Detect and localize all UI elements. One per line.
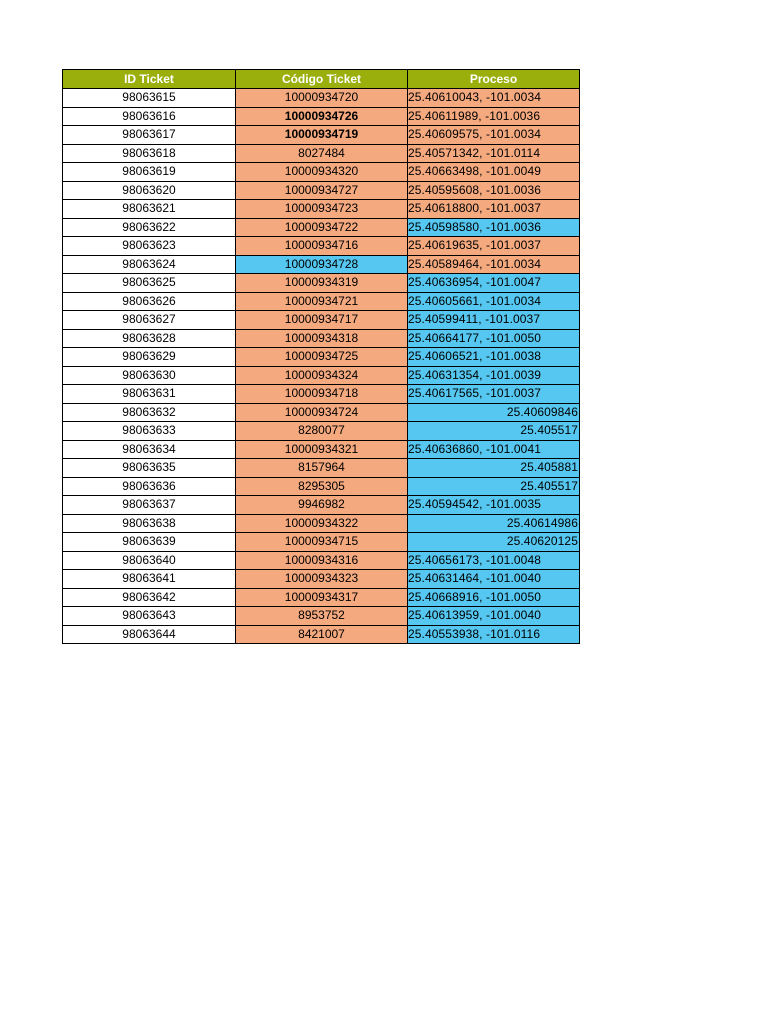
proceso-cell[interactable]: 25.40617565, -101.0037 [408, 385, 580, 404]
id-ticket-cell[interactable]: 98063637 [63, 496, 236, 515]
proceso-cell[interactable]: 25.405517 [408, 422, 580, 441]
codigo-ticket-cell[interactable]: 10000934316 [236, 551, 408, 570]
id-ticket-cell[interactable]: 98063639 [63, 533, 236, 552]
table-row [63, 570, 580, 589]
table-row [63, 607, 580, 626]
id-ticket-cell[interactable]: 98063640 [63, 551, 236, 570]
table-row [63, 181, 580, 200]
header-row [63, 70, 580, 89]
id-ticket-cell[interactable]: 98063643 [63, 607, 236, 626]
table-row [63, 200, 580, 219]
table-row [63, 496, 580, 515]
proceso-cell[interactable]: 25.40656173, -101.0048 [408, 551, 580, 570]
codigo-ticket-cell[interactable]: 10000934319 [236, 274, 408, 293]
codigo-ticket-cell[interactable]: 10000934321 [236, 440, 408, 459]
proceso-cell[interactable]: 25.40553938, -101.0116 [408, 625, 580, 644]
proceso-cell[interactable]: 25.40571342, -101.0114 [408, 144, 580, 163]
codigo-ticket-cell[interactable]: 8280077 [236, 422, 408, 441]
id-ticket-cell[interactable]: 98063631 [63, 385, 236, 404]
id-ticket-cell[interactable]: 98063623 [63, 237, 236, 256]
codigo-ticket-cell[interactable]: 10000934322 [236, 514, 408, 533]
id-ticket-cell[interactable]: 98063632 [63, 403, 236, 422]
table-row [63, 366, 580, 385]
header-proceso[interactable]: Proceso [408, 70, 580, 89]
codigo-ticket-cell[interactable]: 8027484 [236, 144, 408, 163]
id-ticket-cell[interactable]: 98063615 [63, 89, 236, 108]
proceso-cell[interactable]: 25.40594542, -101.0035 [408, 496, 580, 515]
proceso-cell[interactable]: 25.40619635, -101.0037 [408, 237, 580, 256]
proceso-cell[interactable]: 25.40595608, -101.0036 [408, 181, 580, 200]
codigo-ticket-cell[interactable]: 10000934318 [236, 329, 408, 348]
header-codigo-ticket[interactable]: Código Ticket [236, 70, 408, 89]
ticket-table [62, 69, 580, 644]
id-ticket-cell[interactable]: 98063619 [63, 163, 236, 182]
table-row [63, 459, 580, 478]
table-row [63, 625, 580, 644]
id-ticket-cell[interactable]: 98063634 [63, 440, 236, 459]
proceso-cell[interactable]: 25.40609575, -101.0034 [408, 126, 580, 145]
id-ticket-cell[interactable]: 98063621 [63, 200, 236, 219]
id-ticket-cell[interactable]: 98063630 [63, 366, 236, 385]
id-ticket-cell[interactable]: 98063636 [63, 477, 236, 496]
id-ticket-cell[interactable]: 98063627 [63, 311, 236, 330]
codigo-ticket-cell[interactable]: 10000934717 [236, 311, 408, 330]
proceso-cell[interactable]: 25.40610043, -101.0034 [408, 89, 580, 108]
proceso-cell[interactable]: 25.40611989, -101.0036 [408, 107, 580, 126]
table-row [63, 477, 580, 496]
codigo-ticket-cell[interactable]: 8157964 [236, 459, 408, 478]
codigo-ticket-cell[interactable]: 10000934719 [236, 126, 408, 145]
codigo-ticket-cell[interactable]: 10000934725 [236, 348, 408, 367]
id-ticket-cell[interactable]: 98063633 [63, 422, 236, 441]
id-ticket-cell[interactable]: 98063629 [63, 348, 236, 367]
codigo-ticket-cell[interactable]: 10000934323 [236, 570, 408, 589]
table-row [63, 144, 580, 163]
id-ticket-cell[interactable]: 98063617 [63, 126, 236, 145]
id-ticket-cell[interactable]: 98063638 [63, 514, 236, 533]
proceso-cell[interactable]: 25.40614986 [408, 514, 580, 533]
table-row [63, 385, 580, 404]
codigo-ticket-cell[interactable]: 10000934722 [236, 218, 408, 237]
proceso-cell[interactable]: 25.40636954, -101.0047 [408, 274, 580, 293]
table-row [63, 89, 580, 108]
table-body [63, 89, 580, 644]
proceso-cell[interactable]: 25.40631464, -101.0040 [408, 570, 580, 589]
table-row [63, 274, 580, 293]
id-ticket-cell[interactable]: 98063641 [63, 570, 236, 589]
table-row [63, 551, 580, 570]
codigo-ticket-cell[interactable]: 10000934317 [236, 588, 408, 607]
id-ticket-cell[interactable]: 98063626 [63, 292, 236, 311]
id-ticket-cell[interactable]: 98063620 [63, 181, 236, 200]
codigo-ticket-cell[interactable]: 10000934721 [236, 292, 408, 311]
proceso-cell[interactable]: 25.40631354, -101.0039 [408, 366, 580, 385]
codigo-ticket-cell[interactable]: 10000934720 [236, 89, 408, 108]
table-row [63, 514, 580, 533]
header-id-ticket[interactable]: ID Ticket [63, 70, 236, 89]
id-ticket-cell[interactable]: 98063628 [63, 329, 236, 348]
table-row [63, 311, 580, 330]
codigo-ticket-cell[interactable]: 10000934726 [236, 107, 408, 126]
proceso-cell[interactable]: 25.40606521, -101.0038 [408, 348, 580, 367]
codigo-ticket-cell[interactable]: 10000934727 [236, 181, 408, 200]
table-row [63, 126, 580, 145]
proceso-cell[interactable]: 25.40598580, -101.0036 [408, 218, 580, 237]
id-ticket-cell[interactable]: 98063616 [63, 107, 236, 126]
codigo-ticket-cell[interactable]: 10000934728 [236, 255, 408, 274]
table-row [63, 292, 580, 311]
proceso-cell[interactable]: 25.40664177, -101.0050 [408, 329, 580, 348]
table-row [63, 440, 580, 459]
id-ticket-cell[interactable]: 98063624 [63, 255, 236, 274]
proceso-cell[interactable]: 25.40599411, -101.0037 [408, 311, 580, 330]
table-row [63, 163, 580, 182]
codigo-ticket-cell[interactable]: 9946982 [236, 496, 408, 515]
proceso-cell[interactable]: 25.405881 [408, 459, 580, 478]
codigo-ticket-cell[interactable]: 10000934715 [236, 533, 408, 552]
table-row [63, 588, 580, 607]
id-ticket-cell[interactable]: 98063635 [63, 459, 236, 478]
id-ticket-cell[interactable]: 98063642 [63, 588, 236, 607]
id-ticket-cell[interactable]: 98063625 [63, 274, 236, 293]
id-ticket-cell[interactable]: 98063622 [63, 218, 236, 237]
codigo-ticket-cell[interactable]: 8953752 [236, 607, 408, 626]
proceso-cell[interactable]: 25.40663498, -101.0049 [408, 163, 580, 182]
codigo-ticket-cell[interactable]: 10000934324 [236, 366, 408, 385]
codigo-ticket-cell[interactable]: 8421007 [236, 625, 408, 644]
proceso-cell[interactable]: 25.40636860, -101.0041 [408, 440, 580, 459]
proceso-cell[interactable]: 25.40609846 [408, 403, 580, 422]
table-row [63, 255, 580, 274]
table-row [63, 533, 580, 552]
table-row [63, 107, 580, 126]
table-row [63, 403, 580, 422]
proceso-cell[interactable]: 25.40620125 [408, 533, 580, 552]
proceso-cell[interactable]: 25.40618800, -101.0037 [408, 200, 580, 219]
table-row [63, 329, 580, 348]
table-row [63, 218, 580, 237]
proceso-cell[interactable]: 25.40613959, -101.0040 [408, 607, 580, 626]
table-row [63, 237, 580, 256]
id-ticket-cell[interactable]: 98063644 [63, 625, 236, 644]
proceso-cell[interactable]: 25.40589464, -101.0034 [408, 255, 580, 274]
proceso-cell[interactable]: 25.40605661, -101.0034 [408, 292, 580, 311]
codigo-ticket-cell[interactable]: 10000934724 [236, 403, 408, 422]
codigo-ticket-cell[interactable]: 10000934718 [236, 385, 408, 404]
proceso-cell[interactable]: 25.405517 [408, 477, 580, 496]
table-row [63, 348, 580, 367]
codigo-ticket-cell[interactable]: 10000934716 [236, 237, 408, 256]
table-row [63, 422, 580, 441]
codigo-ticket-cell[interactable]: 10000934320 [236, 163, 408, 182]
proceso-cell[interactable]: 25.40668916, -101.0050 [408, 588, 580, 607]
codigo-ticket-cell[interactable]: 10000934723 [236, 200, 408, 219]
id-ticket-cell[interactable]: 98063618 [63, 144, 236, 163]
codigo-ticket-cell[interactable]: 8295305 [236, 477, 408, 496]
